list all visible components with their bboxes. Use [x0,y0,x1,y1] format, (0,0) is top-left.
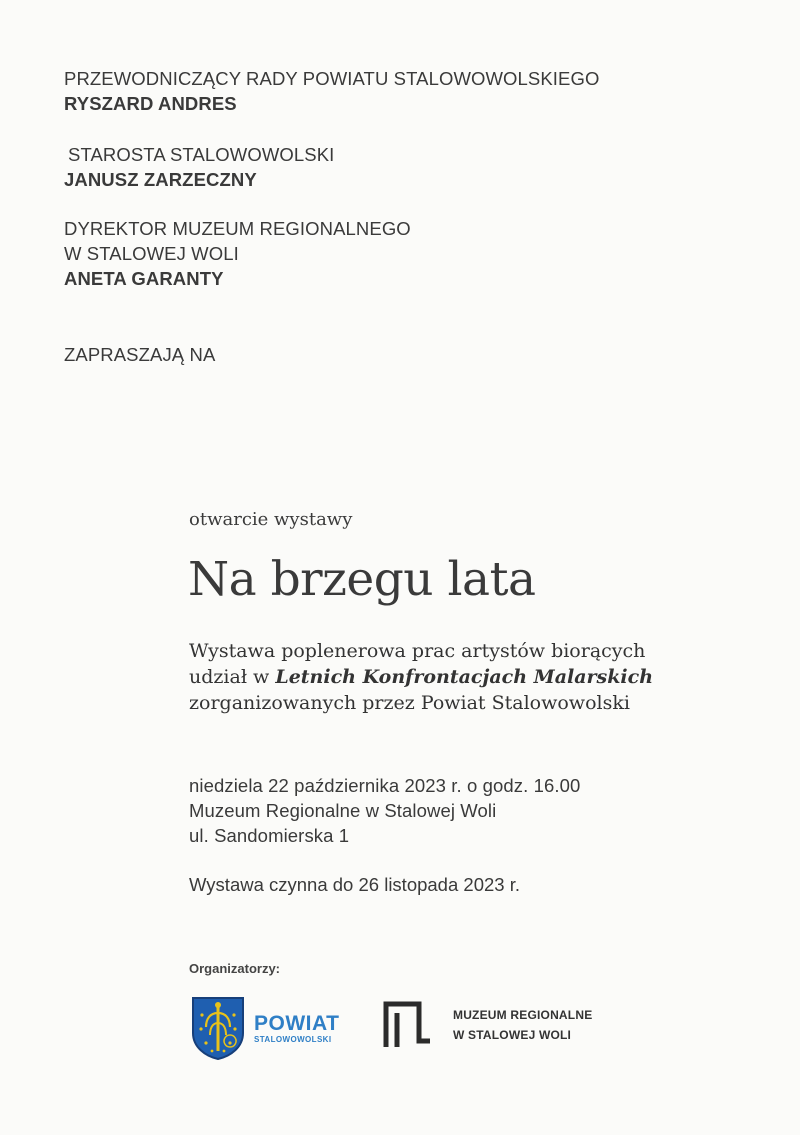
powiat-logo-title: POWIAT [254,1011,340,1035]
powiat-logo-subtitle: STALOWOWOLSKI [254,1034,332,1044]
event-address: ul. Sandomierska 1 [189,825,350,846]
muzeum-mark-icon [383,1001,433,1049]
description-line-2 [189,664,653,690]
rada-block [64,66,599,116]
exhibition-until: Wystawa czynna do 26 listopada 2023 r. [189,874,520,895]
exhibition-lead: otwarcie wystawy [189,509,353,530]
starosta-title: STAROSTA STALOWOWOLSKI [68,144,335,165]
muzeum-logo-line-2: W STALOWEJ WOLI [453,1028,572,1042]
exhibition-title: Na brzegu lata [188,552,536,607]
organizers-label: Organizatorzy: [189,961,281,976]
description-line-1: Wystawa poplenerowa prac artystów biorących [189,640,646,662]
invite-text: ZAPRASZAJĄ NA [64,344,216,365]
dyrektor-name: ANETA GARANTY [64,268,224,289]
dyrektor-title-line-1: DYREKTOR MUZEUM REGIONALNEGO [64,218,411,239]
muzeum-logo-line-1: MUZEUM REGIONALNE [453,1008,593,1022]
description-line-3: zorganizowanych przez Powiat Stalowowolski [189,692,630,714]
exhibition-description [189,638,653,716]
muzeum-logo [383,1001,592,1049]
event-details [189,773,580,848]
dyrektor-title-line-2: W STALOWEJ WOLI [64,243,239,264]
event-venue: Muzeum Regionalne w Stalowej Woli [189,800,497,821]
powiat-logo [190,995,339,1061]
dyrektor-block [64,216,411,291]
rada-name: RYSZARD ANDRES [64,93,237,114]
event-date: niedziela 22 października 2023 r. o godz. 16.00 [189,775,581,796]
description-prefix: udział w [189,666,276,688]
starosta-block [64,142,335,192]
powiat-shield-icon [190,995,246,1061]
starosta-name: JANUSZ ZARZECZNY [64,169,257,190]
invite-block [64,342,215,367]
description-emphasis: Letnich Konfrontacjach Malarskich [275,666,654,688]
rada-title: PRZEWODNICZĄCY RADY POWIATU STALOWOWOLSKIEGO [64,68,600,89]
